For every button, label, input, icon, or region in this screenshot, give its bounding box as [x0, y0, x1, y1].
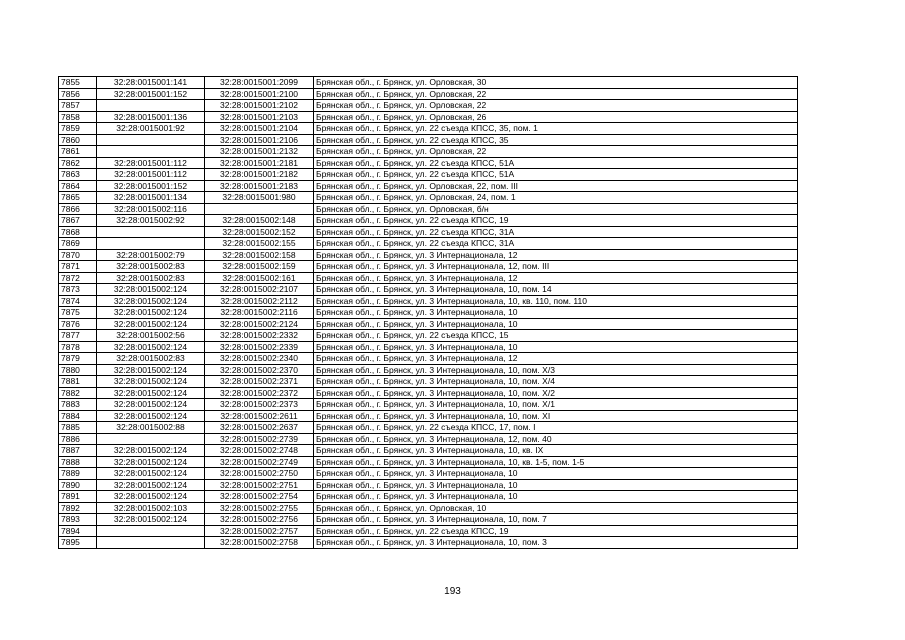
cadastral-number-cell: 32:28:0015002:2107 [205, 284, 314, 296]
table-row [59, 376, 798, 388]
row-number-cell: 7857 [59, 100, 97, 112]
cadastral-number-cell: 32:28:0015002:2116 [205, 307, 314, 319]
address-cell: Брянская обл., г. Брянск, ул. Орловская, 22 [314, 146, 798, 158]
cadastral-number-cell: 32:28:0015001:2103 [205, 111, 314, 123]
table-row [59, 537, 798, 549]
row-number-cell: 7871 [59, 261, 97, 273]
cadastral-number-cell: 32:28:0015002:148 [205, 215, 314, 227]
parent-cadastral-number-cell [97, 525, 205, 537]
address-cell: Брянская обл., г. Брянск, ул. 3 Интернационала, 10, пом. X/2 [314, 387, 798, 399]
address-cell: Брянская обл., г. Брянск, ул. 3 Интернационала, 10, пом. X/4 [314, 376, 798, 388]
cadastral-number-cell: 32:28:0015002:2373 [205, 399, 314, 411]
parent-cadastral-number-cell [97, 134, 205, 146]
row-number-cell: 7889 [59, 468, 97, 480]
cadastral-number-cell: 32:28:0015002:2757 [205, 525, 314, 537]
row-number-cell: 7863 [59, 169, 97, 181]
row-number-cell: 7892 [59, 502, 97, 514]
address-cell: Брянская обл., г. Брянск, ул. 3 Интернационала, 10, пом. 7 [314, 514, 798, 526]
row-number-cell: 7874 [59, 295, 97, 307]
address-cell: Брянская обл., г. Брянск, ул. 22 съезда КПСС, 31А [314, 226, 798, 238]
parent-cadastral-number-cell [97, 146, 205, 158]
row-number-cell: 7884 [59, 410, 97, 422]
parent-cadastral-number-cell: 32:28:0015002:124 [97, 284, 205, 296]
cadastral-number-cell: 32:28:0015002:2340 [205, 353, 314, 365]
parent-cadastral-number-cell: 32:28:0015002:124 [97, 445, 205, 457]
table-row [59, 238, 798, 250]
row-number-cell: 7887 [59, 445, 97, 457]
parent-cadastral-number-cell: 32:28:0015002:56 [97, 330, 205, 342]
table-row [59, 215, 798, 227]
row-number-cell: 7888 [59, 456, 97, 468]
parent-cadastral-number-cell: 32:28:0015002:124 [97, 376, 205, 388]
cadastral-number-cell: 32:28:0015001:2100 [205, 88, 314, 100]
row-number-cell: 7864 [59, 180, 97, 192]
table-row [59, 410, 798, 422]
address-cell: Брянская обл., г. Брянск, ул. 3 Интернационала, 12 [314, 353, 798, 365]
row-number-cell: 7895 [59, 537, 97, 549]
cadastral-number-cell: 32:28:0015002:2372 [205, 387, 314, 399]
table-row [59, 514, 798, 526]
table-row [59, 422, 798, 434]
cadastral-number-cell: 32:28:0015002:2637 [205, 422, 314, 434]
cadastral-number-cell: 32:28:0015002:2748 [205, 445, 314, 457]
table-row [59, 249, 798, 261]
row-number-cell: 7880 [59, 364, 97, 376]
parent-cadastral-number-cell: 32:28:0015002:124 [97, 468, 205, 480]
cadastral-number-cell: 32:28:0015001:980 [205, 192, 314, 204]
cadastral-number-cell: 32:28:0015002:161 [205, 272, 314, 284]
address-cell: Брянская обл., г. Брянск, ул. Орловская, 26 [314, 111, 798, 123]
parent-cadastral-number-cell: 32:28:0015002:124 [97, 364, 205, 376]
cadastral-number-cell: 32:28:0015001:2104 [205, 123, 314, 135]
cadastral-number-cell: 32:28:0015002:158 [205, 249, 314, 261]
row-number-cell: 7875 [59, 307, 97, 319]
address-cell: Брянская обл., г. Брянск, ул. 3 Интернационала, 10, пом. 3 [314, 537, 798, 549]
cadastral-number-cell: 32:28:0015002:2750 [205, 468, 314, 480]
row-number-cell: 7870 [59, 249, 97, 261]
cadastral-number-cell: 32:28:0015001:2102 [205, 100, 314, 112]
address-cell: Брянская обл., г. Брянск, ул. 3 Интернационала, 10 [314, 341, 798, 353]
parent-cadastral-number-cell: 32:28:0015002:83 [97, 353, 205, 365]
table-row [59, 468, 798, 480]
cadastral-number-cell: 32:28:0015002:2758 [205, 537, 314, 549]
row-number-cell: 7893 [59, 514, 97, 526]
table-row [59, 491, 798, 503]
address-cell: Брянская обл., г. Брянск, ул. Орловская, 10 [314, 502, 798, 514]
table-row [59, 261, 798, 273]
row-number-cell: 7886 [59, 433, 97, 445]
parent-cadastral-number-cell: 32:28:0015001:112 [97, 169, 205, 181]
address-cell: Брянская обл., г. Брянск, ул. 22 съезда КПСС, 51А [314, 169, 798, 181]
address-cell: Брянская обл., г. Брянск, ул. 22 съезда КПСС, 17, пом. I [314, 422, 798, 434]
table-row [59, 169, 798, 181]
row-number-cell: 7868 [59, 226, 97, 238]
cadastral-number-cell: 32:28:0015002:155 [205, 238, 314, 250]
address-cell: Брянская обл., г. Брянск, ул. 3 Интернационала, 10, пом. 14 [314, 284, 798, 296]
address-cell: Брянская обл., г. Брянск, ул. 22 съезда КПСС, 35, пом. 1 [314, 123, 798, 135]
address-cell: Брянская обл., г. Брянск, ул. 3 Интернационала, 12, пом. III [314, 261, 798, 273]
row-number-cell: 7860 [59, 134, 97, 146]
cadastral-number-cell: 32:28:0015002:2370 [205, 364, 314, 376]
parent-cadastral-number-cell: 32:28:0015002:124 [97, 410, 205, 422]
cadastral-number-cell: 32:28:0015002:2112 [205, 295, 314, 307]
row-number-cell: 7859 [59, 123, 97, 135]
table-row [59, 157, 798, 169]
table-row [59, 272, 798, 284]
cadastral-number-cell: 32:28:0015002:2332 [205, 330, 314, 342]
parent-cadastral-number-cell: 32:28:0015002:124 [97, 387, 205, 399]
table-row [59, 88, 798, 100]
parent-cadastral-number-cell: 32:28:0015001:92 [97, 123, 205, 135]
table-row [59, 111, 798, 123]
cadastral-number-cell: 32:28:0015002:2754 [205, 491, 314, 503]
cadastral-number-cell [205, 203, 314, 215]
parent-cadastral-number-cell: 32:28:0015002:124 [97, 514, 205, 526]
row-number-cell: 7865 [59, 192, 97, 204]
parent-cadastral-number-cell: 32:28:0015001:136 [97, 111, 205, 123]
row-number-cell: 7856 [59, 88, 97, 100]
parent-cadastral-number-cell: 32:28:0015002:124 [97, 295, 205, 307]
table-row [59, 341, 798, 353]
address-cell: Брянская обл., г. Брянск, ул. Орловская, 22, пом. III [314, 180, 798, 192]
address-cell: Брянская обл., г. Брянск, ул. 3 Интернационала, 10 [314, 491, 798, 503]
parent-cadastral-number-cell: 32:28:0015002:124 [97, 341, 205, 353]
table-row [59, 203, 798, 215]
address-cell: Брянская обл., г. Брянск, ул. 3 Интернационала, 10, пом. X/3 [314, 364, 798, 376]
address-cell: Брянская обл., г. Брянск, ул. 22 съезда КПСС, 19 [314, 215, 798, 227]
table-row [59, 433, 798, 445]
parent-cadastral-number-cell: 32:28:0015002:124 [97, 456, 205, 468]
table-row [59, 307, 798, 319]
row-number-cell: 7869 [59, 238, 97, 250]
table-row [59, 502, 798, 514]
table-row [59, 479, 798, 491]
cadastral-number-cell: 32:28:0015002:2749 [205, 456, 314, 468]
table-row [59, 226, 798, 238]
cadastral-number-cell: 32:28:0015001:2183 [205, 180, 314, 192]
parent-cadastral-number-cell: 32:28:0015002:124 [97, 491, 205, 503]
address-cell: Брянская обл., г. Брянск, ул. 3 Интернационала, 10, кв. 110, пом. 110 [314, 295, 798, 307]
row-number-cell: 7855 [59, 77, 97, 89]
cadastral-number-cell: 32:28:0015002:2756 [205, 514, 314, 526]
parent-cadastral-number-cell: 32:28:0015001:134 [97, 192, 205, 204]
cadastral-registry-table [58, 76, 798, 549]
row-number-cell: 7885 [59, 422, 97, 434]
cadastral-number-cell: 32:28:0015002:2751 [205, 479, 314, 491]
address-cell: Брянская обл., г. Брянск, ул. 3 Интернационала, 10, кв. 1-5, пом. 1-5 [314, 456, 798, 468]
row-number-cell: 7890 [59, 479, 97, 491]
parent-cadastral-number-cell: 32:28:0015002:116 [97, 203, 205, 215]
table-row [59, 192, 798, 204]
address-cell: Брянская обл., г. Брянск, ул. 3 Интернационала, 10 [314, 468, 798, 480]
row-number-cell: 7878 [59, 341, 97, 353]
address-cell: Брянская обл., г. Брянск, ул. 3 Интернационала, 12, пом. 40 [314, 433, 798, 445]
row-number-cell: 7867 [59, 215, 97, 227]
cadastral-number-cell: 32:28:0015001:2182 [205, 169, 314, 181]
address-cell: Брянская обл., г. Брянск, ул. Орловская, 22 [314, 100, 798, 112]
table-row [59, 146, 798, 158]
parent-cadastral-number-cell: 32:28:0015001:152 [97, 88, 205, 100]
cadastral-number-cell: 32:28:0015002:152 [205, 226, 314, 238]
row-number-cell: 7861 [59, 146, 97, 158]
parent-cadastral-number-cell: 32:28:0015002:124 [97, 479, 205, 491]
table-row [59, 456, 798, 468]
table-row [59, 445, 798, 457]
table-row [59, 330, 798, 342]
address-cell: Брянская обл., г. Брянск, ул. 3 Интернационала, 10 [314, 479, 798, 491]
parent-cadastral-number-cell [97, 433, 205, 445]
address-cell: Брянская обл., г. Брянск, ул. Орловская, 22 [314, 88, 798, 100]
address-cell: Брянская обл., г. Брянск, ул. 22 съезда КПСС, 31А [314, 238, 798, 250]
parent-cadastral-number-cell: 32:28:0015002:79 [97, 249, 205, 261]
address-cell: Брянская обл., г. Брянск, ул. 3 Интернационала, 12 [314, 272, 798, 284]
address-cell: Брянская обл., г. Брянск, ул. 22 съезда КПСС, 35 [314, 134, 798, 146]
row-number-cell: 7883 [59, 399, 97, 411]
address-cell: Брянская обл., г. Брянск, ул. Орловская, 30 [314, 77, 798, 89]
address-cell: Брянская обл., г. Брянск, ул. 3 Интернационала, 12 [314, 249, 798, 261]
table-row [59, 134, 798, 146]
row-number-cell: 7894 [59, 525, 97, 537]
table-row [59, 399, 798, 411]
parent-cadastral-number-cell: 32:28:0015001:141 [97, 77, 205, 89]
parent-cadastral-number-cell: 32:28:0015002:124 [97, 399, 205, 411]
table-row [59, 77, 798, 89]
row-number-cell: 7862 [59, 157, 97, 169]
cadastral-number-cell: 32:28:0015002:2339 [205, 341, 314, 353]
table-row [59, 318, 798, 330]
row-number-cell: 7879 [59, 353, 97, 365]
address-cell: Брянская обл., г. Брянск, ул. 3 Интернационала, 10, кв. IX [314, 445, 798, 457]
cadastral-number-cell: 32:28:0015001:2106 [205, 134, 314, 146]
parent-cadastral-number-cell: 32:28:0015001:112 [97, 157, 205, 169]
parent-cadastral-number-cell [97, 226, 205, 238]
row-number-cell: 7872 [59, 272, 97, 284]
table-row [59, 525, 798, 537]
parent-cadastral-number-cell: 32:28:0015002:83 [97, 272, 205, 284]
table-body [59, 77, 798, 549]
address-cell: Брянская обл., г. Брянск, ул. 3 Интернационала, 10, пом. X/1 [314, 399, 798, 411]
parent-cadastral-number-cell: 32:28:0015002:124 [97, 318, 205, 330]
cadastral-number-cell: 32:28:0015002:2755 [205, 502, 314, 514]
row-number-cell: 7882 [59, 387, 97, 399]
table-row [59, 123, 798, 135]
cadastral-number-cell: 32:28:0015001:2132 [205, 146, 314, 158]
row-number-cell: 7866 [59, 203, 97, 215]
row-number-cell: 7891 [59, 491, 97, 503]
address-cell: Брянская обл., г. Брянск, ул. 3 Интернационала, 10, пом. XI [314, 410, 798, 422]
address-cell: Брянская обл., г. Брянск, ул. 3 Интернационала, 10 [314, 307, 798, 319]
table-row [59, 387, 798, 399]
row-number-cell: 7858 [59, 111, 97, 123]
parent-cadastral-number-cell: 32:28:0015002:124 [97, 307, 205, 319]
cadastral-number-cell: 32:28:0015002:2611 [205, 410, 314, 422]
table-row [59, 284, 798, 296]
parent-cadastral-number-cell: 32:28:0015002:92 [97, 215, 205, 227]
table-row [59, 100, 798, 112]
row-number-cell: 7881 [59, 376, 97, 388]
address-cell: Брянская обл., г. Брянск, ул. Орловская, 24, пом. 1 [314, 192, 798, 204]
cadastral-number-cell: 32:28:0015002:2371 [205, 376, 314, 388]
cadastral-number-cell: 32:28:0015001:2181 [205, 157, 314, 169]
parent-cadastral-number-cell [97, 537, 205, 549]
parent-cadastral-number-cell: 32:28:0015002:88 [97, 422, 205, 434]
cadastral-number-cell: 32:28:0015002:2124 [205, 318, 314, 330]
parent-cadastral-number-cell [97, 238, 205, 250]
parent-cadastral-number-cell [97, 100, 205, 112]
parent-cadastral-number-cell: 32:28:0015002:103 [97, 502, 205, 514]
address-cell: Брянская обл., г. Брянск, ул. 22 съезда КПСС, 51А [314, 157, 798, 169]
table-row [59, 353, 798, 365]
address-cell: Брянская обл., г. Брянск, ул. Орловская, б/н [314, 203, 798, 215]
cadastral-number-cell: 32:28:0015002:159 [205, 261, 314, 273]
row-number-cell: 7873 [59, 284, 97, 296]
page-number: 193 [444, 586, 461, 597]
table-row [59, 180, 798, 192]
parent-cadastral-number-cell: 32:28:0015002:83 [97, 261, 205, 273]
row-number-cell: 7877 [59, 330, 97, 342]
address-cell: Брянская обл., г. Брянск, ул. 3 Интернационала, 10 [314, 318, 798, 330]
table-row [59, 295, 798, 307]
address-cell: Брянская обл., г. Брянск, ул. 22 съезда КПСС, 19 [314, 525, 798, 537]
cadastral-number-cell: 32:28:0015001:2099 [205, 77, 314, 89]
cadastral-number-cell: 32:28:0015002:2739 [205, 433, 314, 445]
address-cell: Брянская обл., г. Брянск, ул. 22 съезда КПСС, 15 [314, 330, 798, 342]
table-row [59, 364, 798, 376]
row-number-cell: 7876 [59, 318, 97, 330]
parent-cadastral-number-cell: 32:28:0015001:152 [97, 180, 205, 192]
